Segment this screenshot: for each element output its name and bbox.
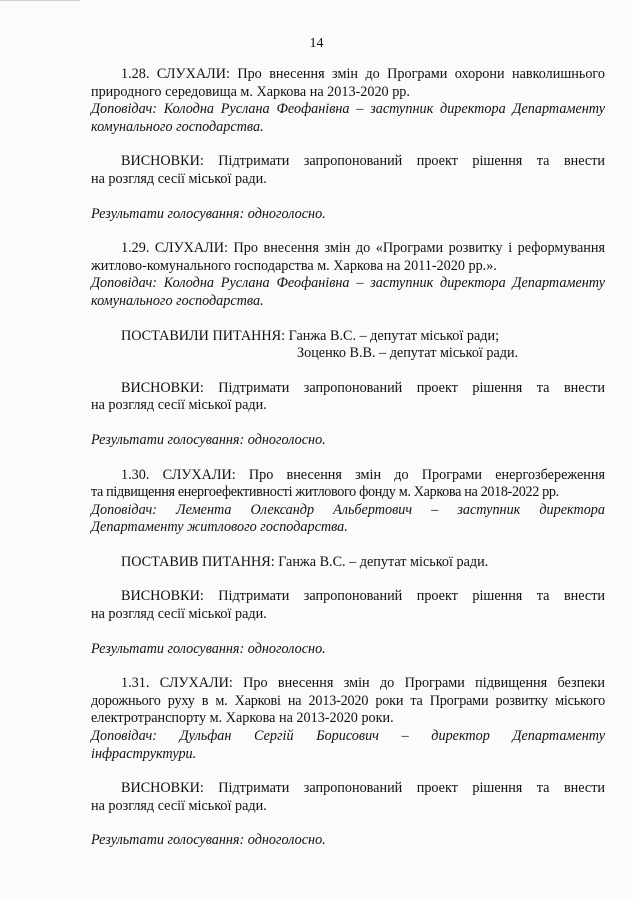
heard-line: дорожнього руху в м. Харкові на 2013-2020 роки та Програми розвитку міського: [91, 692, 605, 709]
speaker-line: Департаменту житлового господарства.: [91, 519, 348, 536]
heard-line: житлово-комунального господарства м. Харкова на 2011-2020 рр.».: [91, 257, 497, 274]
agenda-item-1-28: [91, 66, 605, 223]
speaker-line: комунального господарства.: [91, 118, 264, 135]
conclusion-line: на розгляд сесії міської ради.: [91, 170, 267, 187]
document-body: [91, 66, 605, 850]
speaker-line: Доповідач: Дульфан Сергій Борисович – директор Департаменту: [91, 728, 605, 745]
heard-line: 1.29. СЛУХАЛИ: Про внесення змін до «Програми розвитку і реформування: [121, 240, 605, 257]
conclusion-line: ВИСНОВКИ: Підтримати запропонований проект рішення та внести: [121, 780, 605, 797]
heard-line: та підвищення енергоефективності житлового фонду м. Харкова на 2018-2022 рр.: [91, 484, 559, 501]
conclusion-line: на розгляд сесії міської ради.: [91, 606, 267, 623]
speaker-line: інфраструктури.: [91, 745, 197, 762]
agenda-item-1-31: [91, 675, 605, 850]
heard-line: 1.31. СЛУХАЛИ: Про внесення змін до Програми підвищення безпеки: [121, 675, 605, 692]
questions-line: ПОСТАВИЛИ ПИТАННЯ: Ганжа В.С. – депутат міської ради;: [121, 327, 500, 344]
questions-line: Зоценко В.В. – депутат міської ради.: [297, 345, 519, 362]
heard-line: електротранспорту м. Харкова на 2013-2020 роки.: [91, 710, 394, 727]
speaker-line: Доповідач: Колодна Руслана Феофанівна – заступник директора Департаменту: [91, 275, 605, 292]
vote-result: Результати голосування: одноголосно.: [91, 205, 326, 222]
page-number: 14: [309, 36, 324, 51]
vote-result: Результати голосування: одноголосно.: [91, 832, 326, 849]
agenda-item-1-29: [91, 240, 605, 449]
conclusion-line: на розгляд сесії міської ради.: [91, 797, 267, 814]
agenda-item-1-30: [91, 467, 605, 659]
speaker-line: комунального господарства.: [91, 292, 264, 309]
conclusion-line: ВИСНОВКИ: Підтримати запропонований проект рішення та внести: [121, 379, 605, 396]
conclusion-line: на розгляд сесії міської ради.: [91, 397, 267, 414]
speaker-line: Доповідач: Лемента Олександр Альбертович – заступник директора: [91, 501, 605, 518]
heard-line: 1.30. СЛУХАЛИ: Про внесення змін до Програми енергозбереження: [121, 466, 605, 483]
scan-edge-mark: [0, 0, 80, 1]
questions-line: ПОСТАВИВ ПИТАННЯ: Ганжа В.С. – депутат міської ради.: [121, 553, 489, 570]
vote-result: Результати голосування: одноголосно.: [91, 640, 326, 657]
conclusion-line: ВИСНОВКИ: Підтримати запропонований проект рішення та внести: [121, 153, 605, 170]
vote-result: Результати голосування: одноголосно.: [91, 431, 326, 448]
conclusion-line: ВИСНОВКИ: Підтримати запропонований проект рішення та внести: [121, 588, 605, 605]
heard-line: природного середовища м. Харкова на 2013-2020 рр.: [91, 83, 410, 100]
speaker-line: Доповідач: Колодна Руслана Феофанівна – заступник директора Департаменту: [91, 101, 605, 118]
heard-line: 1.28. СЛУХАЛИ: Про внесення змін до Програми охорони навколишнього: [121, 66, 605, 82]
